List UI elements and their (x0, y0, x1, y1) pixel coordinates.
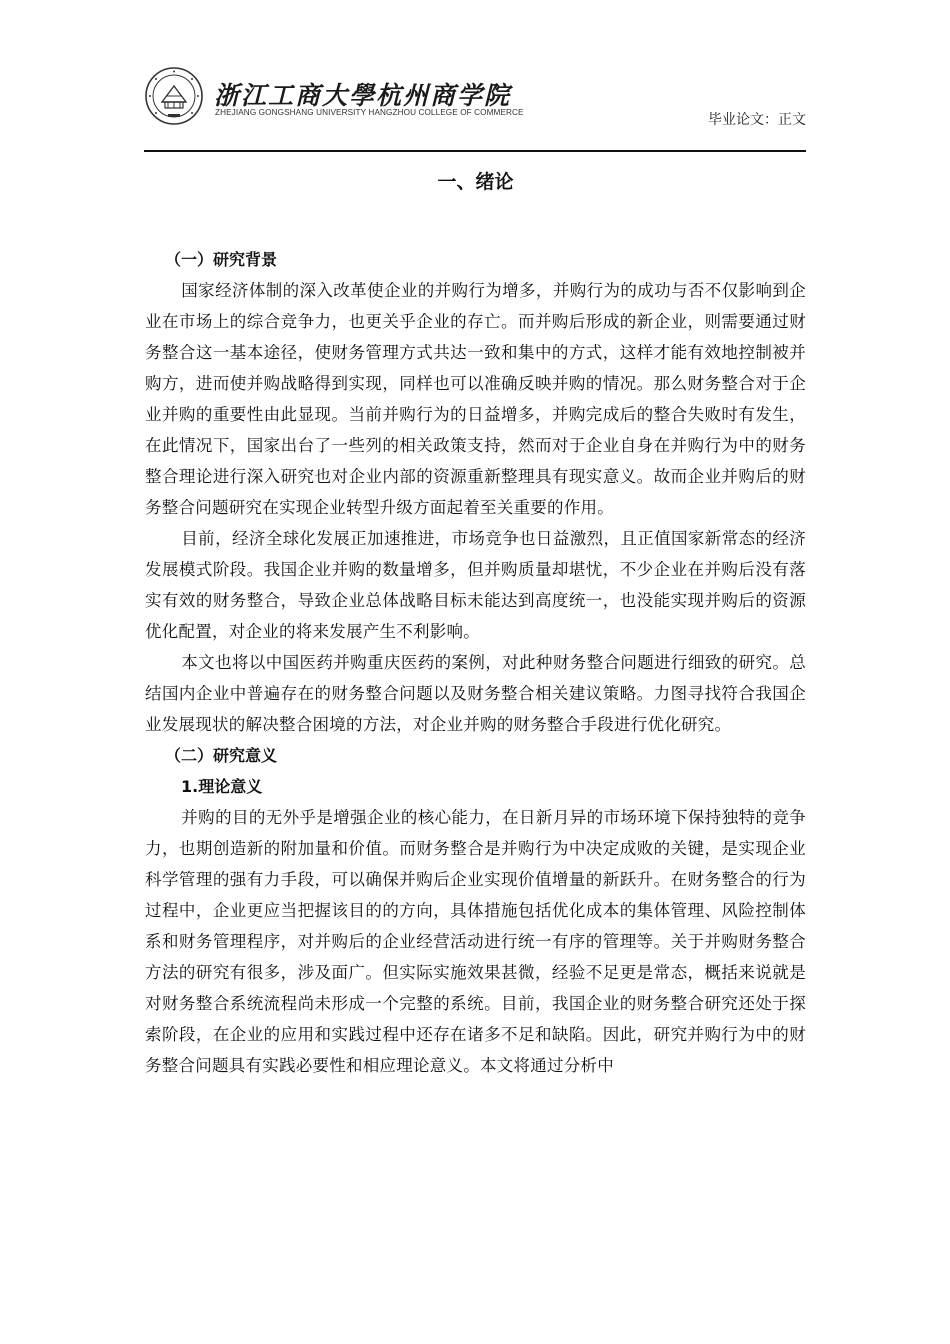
paragraph-background-2: 目前，经济全球化发展正加速推进，市场竞争也日益激烈，且正值国家新常态的经济发展模式阶段。我国企业并购的数量增多，但并购质量却堪忧，不少企业在并购后没有落实有效的财务整合，导致企业总体战略目标未能达到高度统一，也没能实现并购后的资源优化配置，对企业的将来发展产生不利影响。 (145, 529, 806, 641)
page-body (145, 168, 806, 1081)
paragraph-theoretical-significance: 并购的目的无外乎是增强企业的核心能力，在日新月异的市场环境下保持独特的竞争力，也期创造新的附加量和价值。而财务整合是并购行为中决定成败的关键，是实现企业科学管理的强有力手段，可以确保并购后企业实现价值增量的新跃升。在财务整合的行为过程中，企业更应当把握该目的的方向，具体措施包括优化成本的集体管理、风险控制体系和财务管理程序，对并购后的企业经营活动进行统一有序的管理等。关于并购财务整合方法的研究有很多，涉及面广。但实际实施效果甚微，经验不足更是常态，概括来说就是对财务整合系统流程尚未形成一个完整的系统。目前，我国企业的财务整合研究还处于探索阶段，在企业的应用和实践过程中还存在诸多不足和缺陷。因此，研究并购行为中的财务整合问题具有实践必要性和相应理论意义。本文将通过分析中 (145, 808, 806, 1075)
page-header (144, 66, 806, 150)
section-heading-background: （一）研究背景 (165, 250, 278, 269)
thesis-section-label: 毕业论文：正文 (708, 112, 806, 128)
university-seal-logo (144, 66, 204, 126)
subheading-theoretical-significance: 1.理论意义 (181, 777, 263, 796)
paragraph-background-3: 本文也将以中国医药并购重庆医药的案例，对此种财务整合问题进行细致的研究。总结国内企业中普遍存在的财务整合问题以及财务整合相关建议策略。力图寻找符合我国企业发展现状的解决整合困境的方法，对企业并购的财务整合手段进行优化研究。 (145, 653, 806, 734)
header-divider (144, 150, 806, 152)
section-heading-significance: （二）研究意义 (165, 746, 278, 765)
paragraph-background-1: 国家经济体制的深入改革使企业的并购行为增多，并购行为的成功与否不仅影响到企业在市场上的综合竞争力，也更关乎企业的存亡。而并购后形成的新企业，则需要通过财务整合这一基本途径，使财务管理方式共达一致和集中的方式，这样才能有效地控制被并购方，进而使并购战略得到实现，同样也可以准确反映并购的情况。那么财务整合对于企业并购的重要性由此显现。当前并购行为的日益增多，并购完成后的整合失败时有发生，在此情况下，国家出台了一些列的相关政策支持，然而对于企业自身在并购行为中的财务整合理论进行深入研究也对企业内部的资源重新整理具有现实意义。故而企业并购后的财务整合问题研究在实现企业转型升级方面起着至关重要的作用。 (145, 281, 806, 517)
chapter-title: 一、绪论 (437, 171, 514, 193)
university-name-chinese: 浙江工商大學杭州商学院 (214, 81, 512, 110)
university-name-english: ZHEJIANG GONGSHANG UNIVERSITY HANGZHOU COLLEGE OF COMMERCE (215, 108, 524, 117)
